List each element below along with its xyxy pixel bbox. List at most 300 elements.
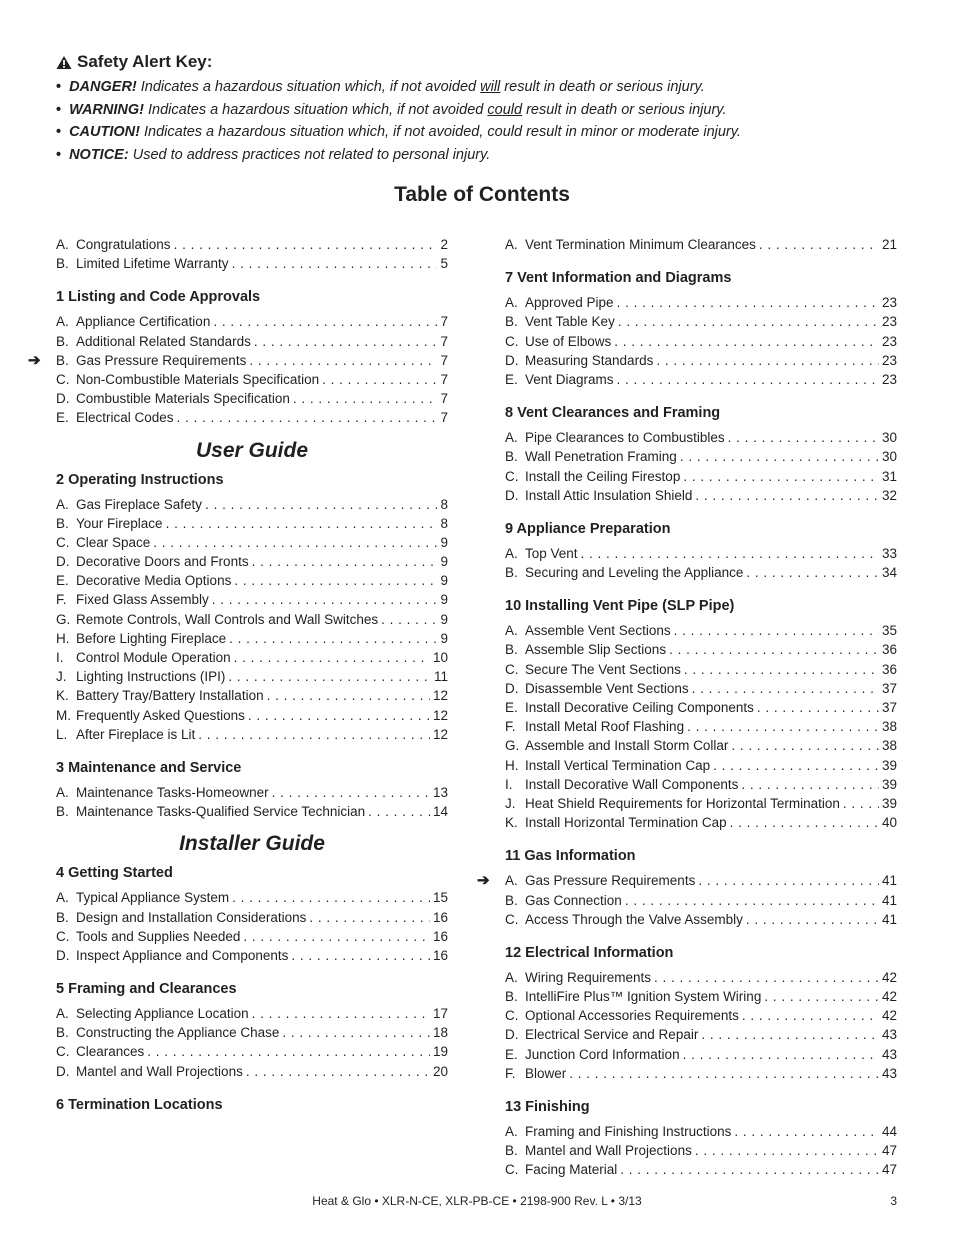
entry-title: Use of Elbows [525, 333, 612, 349]
entry-letter: F. [505, 1065, 516, 1081]
guide-heading: Installer Guide [179, 832, 325, 856]
entry-letter: E. [56, 573, 69, 589]
entry-letter: B. [505, 565, 518, 581]
entry-title: Electrical Service and Repair [525, 1027, 699, 1043]
entry-page-number: 10 [432, 650, 448, 665]
entry-title: After Fireplace is Lit [76, 726, 196, 742]
toc-entry[interactable] [56, 927, 448, 946]
entry-title: Selecting Appliance Location [76, 1006, 249, 1022]
toc-entry[interactable] [505, 1141, 897, 1160]
entry-title: Disassemble Vent Sections [525, 680, 689, 696]
toc-entry[interactable] [56, 590, 448, 609]
entry-letter: A. [505, 295, 518, 311]
toc-entry[interactable] [505, 332, 897, 351]
toc-entry[interactable] [56, 629, 448, 648]
entry-letter: A. [505, 969, 518, 985]
entry-letter: J. [505, 795, 516, 811]
toc-entry[interactable] [505, 563, 897, 582]
entry-page-number: 42 [881, 989, 897, 1005]
entry-title: Control Module Operation [76, 650, 231, 665]
entry-title: Gas Fireplace Safety [76, 496, 203, 512]
entry-letter: A. [505, 623, 518, 639]
dot-leader [248, 706, 430, 725]
dot-leader [229, 629, 437, 648]
entry-title: Mantel and Wall Projections [525, 1143, 692, 1159]
entry-letter: B. [505, 314, 518, 330]
entry-letter: L. [56, 726, 68, 742]
toc-entry[interactable] [56, 1004, 448, 1023]
toc-entry[interactable] [56, 725, 448, 744]
toc-entry[interactable] [505, 235, 897, 254]
entry-page-number: 43 [881, 1065, 897, 1081]
entry-letter: B. [505, 642, 518, 658]
toc-entry[interactable] [56, 235, 448, 254]
entry-letter: B. [56, 515, 69, 531]
toc-entry[interactable] [56, 514, 448, 533]
toc-entry[interactable] [505, 1160, 897, 1179]
entry-page-number: 17 [432, 1006, 448, 1022]
entry-page-number: 32 [881, 487, 897, 503]
footer-text: Heat & Glo • XLR-N-CE, XLR-PB-CE • 2198-900 Rev. L • 3/13 [312, 1194, 642, 1208]
toc-entry[interactable] [56, 389, 448, 408]
entry-page-number: 30 [881, 449, 897, 465]
entry-title: Clearances [76, 1044, 145, 1060]
toc-entry[interactable] [505, 640, 897, 659]
toc-entry[interactable] [505, 1122, 897, 1141]
toc-entry[interactable] [505, 698, 897, 717]
entry-letter: D. [56, 391, 70, 407]
dot-leader [309, 908, 430, 927]
entry-letter: C. [56, 1044, 70, 1060]
entry-page-number: 12 [432, 688, 448, 704]
entry-letter: C. [505, 1162, 519, 1178]
alert-emphasis: could [487, 101, 523, 118]
toc-entry[interactable] [505, 756, 897, 775]
toc-entry[interactable] [56, 783, 448, 802]
entry-letter: C. [56, 534, 70, 550]
entry-page-number: 8 [440, 496, 448, 512]
entry-letter: E. [505, 700, 518, 715]
entry-title: Measuring Standards [525, 352, 654, 368]
alert-text: Indicates a hazardous situation which, if not avoided [136, 79, 481, 95]
entry-letter: M. [56, 707, 71, 723]
toc-entry[interactable] [56, 888, 448, 907]
section-heading: 6 Termination Locations [56, 1096, 223, 1113]
toc-entry[interactable] [505, 813, 897, 832]
dot-leader [614, 332, 879, 351]
entry-letter: F. [505, 719, 516, 735]
section-heading: 2 Operating Instructions [56, 471, 224, 488]
entry-page-number: 34 [881, 565, 897, 581]
entry-title: Lighting Instructions (IPI) [76, 669, 226, 685]
toc-entry[interactable] [505, 987, 897, 1006]
dot-leader [205, 495, 437, 514]
dot-leader [692, 679, 879, 698]
entry-letter: B. [505, 449, 518, 465]
entry-letter: A. [56, 314, 69, 330]
dot-leader [695, 486, 879, 505]
toc-entry[interactable] [56, 706, 448, 725]
toc-entry[interactable] [56, 254, 448, 273]
toc-entry[interactable] [505, 679, 897, 698]
toc-entry[interactable] [505, 467, 897, 486]
toc-entry[interactable] [56, 802, 448, 821]
entry-page-number: 9 [440, 630, 448, 646]
entry-page-number: 42 [881, 1008, 897, 1024]
entry-letter: C. [505, 333, 519, 349]
entry-page-number: 9 [440, 534, 448, 550]
entry-page-number: 37 [881, 700, 897, 715]
entry-title: Facing Material [525, 1162, 618, 1178]
entry-title: Pipe Clearances to Combustibles [525, 430, 725, 446]
dot-leader [746, 563, 879, 582]
section-heading: 8 Vent Clearances and Framing [505, 405, 721, 422]
entry-title: Heat Shield Requirements for Horizontal Termination [525, 795, 840, 811]
entry-letter: B. [56, 909, 69, 925]
safety-heading-text: Safety Alert Key: [77, 52, 213, 71]
entry-page-number: 5 [440, 256, 448, 272]
entry-title: Combustible Materials Specification [76, 391, 290, 407]
entry-letter: E. [56, 410, 69, 426]
entry-title: Frequently Asked Questions [76, 707, 245, 723]
dot-leader [252, 552, 438, 571]
entry-title: Install Vertical Termination Cap [525, 757, 711, 773]
entry-letter: A. [505, 430, 518, 446]
alert-text-end: result in death or serious injury. [522, 101, 727, 118]
entry-letter: A. [505, 545, 518, 561]
entry-page-number: 41 [881, 873, 897, 889]
dot-leader [617, 293, 879, 312]
bullet: • [56, 124, 62, 140]
toc-entry[interactable] [505, 486, 897, 505]
alert-label: WARNING! [69, 101, 144, 118]
entry-page-number: 42 [881, 969, 897, 985]
entry-title: Constructing the Appliance Chase [76, 1025, 280, 1041]
toc-entry[interactable] [56, 571, 448, 590]
toc-entry[interactable] [505, 1064, 897, 1083]
toc-entry[interactable] [56, 686, 448, 705]
entry-page-number: 23 [881, 371, 897, 387]
entry-letter: K. [56, 688, 69, 704]
entry-title: Assemble Vent Sections [525, 623, 671, 639]
dot-leader [674, 621, 879, 640]
entry-letter: H. [505, 757, 519, 773]
safety-alert-key [56, 52, 916, 169]
dot-leader [695, 1141, 879, 1160]
section-heading: 12 Electrical Information [505, 944, 674, 961]
entry-page-number: 35 [881, 623, 897, 639]
section-heading: 9 Appliance Preparation [505, 520, 671, 537]
toc-entry[interactable] [56, 648, 448, 667]
dot-leader [683, 467, 879, 486]
dot-leader [757, 698, 879, 717]
toc-entry[interactable] [477, 871, 897, 890]
dot-leader [731, 736, 879, 755]
entry-letter: A. [56, 784, 69, 800]
entry-title: Wall Penetration Framing [525, 449, 677, 465]
entry-page-number: 37 [881, 680, 897, 696]
entry-title: Design and Installation Considerations [76, 909, 307, 925]
section-heading: 7 Vent Information and Diagrams [505, 270, 732, 287]
entry-page-number: 39 [881, 795, 897, 811]
toc-entry[interactable] [505, 968, 897, 987]
dot-leader [293, 389, 438, 408]
toc-entry[interactable] [505, 370, 897, 389]
entry-page-number: 16 [432, 909, 448, 925]
dot-leader [153, 533, 437, 552]
toc-entry[interactable] [56, 332, 448, 351]
toc-entry[interactable] [56, 1062, 448, 1081]
toc-entry[interactable] [505, 736, 897, 755]
section-heading: 10 Installing Vent Pipe (SLP Pipe) [505, 598, 735, 615]
alert-label: NOTICE: [69, 146, 129, 163]
entry-letter: C. [56, 928, 70, 944]
entry-letter: K. [505, 815, 518, 831]
toc-entry[interactable] [505, 428, 897, 447]
toc-entry[interactable] [505, 794, 897, 813]
entry-title: Clear Space [76, 534, 151, 550]
entry-page-number: 9 [440, 573, 448, 589]
entry-page-number: 23 [881, 333, 897, 349]
entry-page-number: 2 [440, 237, 448, 252]
alert-line [56, 124, 916, 140]
toc-entry[interactable] [56, 946, 448, 965]
alert-list [56, 79, 916, 163]
entry-page-number: 8 [440, 515, 448, 531]
dot-leader [252, 1004, 430, 1023]
dot-leader [656, 351, 879, 370]
entry-letter: D. [505, 352, 519, 368]
entry-letter: A. [505, 1124, 518, 1139]
page-title: Table of Contents [394, 183, 570, 206]
entry-title: Decorative Media Options [76, 573, 232, 589]
dot-leader [618, 312, 879, 331]
toc-entry[interactable] [505, 544, 897, 563]
entry-title: Blower [525, 1065, 567, 1081]
entry-page-number: 9 [440, 611, 448, 627]
entry-letter: B. [56, 352, 69, 368]
entry-letter: D. [505, 487, 519, 503]
toc-entry[interactable] [505, 1006, 897, 1025]
dot-leader [746, 910, 879, 929]
toc-entry[interactable] [505, 351, 897, 370]
entry-letter: D. [56, 947, 70, 963]
entry-page-number: 39 [881, 757, 897, 773]
toc-entry[interactable] [505, 660, 897, 679]
dot-leader [234, 571, 437, 590]
dot-leader [654, 968, 879, 987]
entry-page-number: 14 [432, 804, 448, 820]
dot-leader [232, 254, 438, 273]
entry-page-number: 16 [432, 928, 448, 944]
toc-entry[interactable] [56, 1042, 448, 1061]
entry-letter: D. [56, 1063, 70, 1079]
toc-entry[interactable] [505, 891, 897, 910]
alert-line [56, 102, 916, 118]
entry-page-number: 31 [881, 468, 897, 484]
alert-emphasis: will [480, 79, 501, 95]
dot-leader [228, 667, 431, 686]
entry-letter: C. [505, 468, 519, 484]
dot-leader [177, 408, 438, 427]
entry-page-number: 15 [432, 890, 448, 906]
entry-page-number: 36 [881, 661, 897, 677]
toc-entry[interactable] [505, 775, 897, 794]
entry-title: Install Horizontal Termination Cap [525, 815, 727, 831]
dot-leader [243, 927, 430, 946]
alert-line [56, 147, 916, 163]
toc-entry[interactable] [56, 495, 448, 514]
dot-leader [147, 1042, 430, 1061]
entry-letter: D. [505, 680, 519, 696]
dot-leader [701, 1025, 879, 1044]
entry-page-number: 20 [432, 1063, 448, 1079]
entry-page-number: 43 [881, 1046, 897, 1062]
dot-leader [741, 775, 879, 794]
toc-entry[interactable] [56, 312, 448, 331]
toc-entry[interactable] [505, 447, 897, 466]
entry-page-number: 30 [881, 430, 897, 446]
entry-letter: E. [505, 1046, 518, 1062]
dot-leader [254, 332, 438, 351]
entry-title: Gas Pressure Requirements [76, 352, 247, 368]
dot-leader [267, 686, 430, 705]
entry-page-number: 7 [440, 410, 448, 426]
toc-entry[interactable] [56, 610, 448, 629]
bullet: • [56, 79, 62, 95]
section-heading: 4 Getting Started [56, 865, 173, 882]
toc-entry[interactable] [56, 908, 448, 927]
toc-entry[interactable] [505, 1025, 897, 1044]
entry-title: Framing and Finishing Instructions [525, 1124, 732, 1139]
entry-letter: B. [56, 804, 69, 820]
entry-title: Battery Tray/Battery Installation [76, 688, 264, 704]
entry-letter: B. [56, 1025, 69, 1041]
toc-entry[interactable] [56, 667, 448, 686]
entry-letter: I. [56, 650, 64, 665]
entry-title: Gas Connection [525, 892, 622, 908]
toc-entry[interactable] [505, 910, 897, 929]
entry-page-number: 44 [881, 1124, 897, 1139]
bullet: • [56, 101, 62, 118]
dot-leader [174, 235, 438, 254]
section-heading: 1 Listing and Code Approvals [56, 289, 261, 306]
entry-letter: C. [505, 911, 519, 927]
alert-line [56, 79, 916, 95]
entry-title: Assemble Slip Sections [525, 642, 667, 658]
dot-leader [764, 987, 879, 1006]
toc-column-left [28, 235, 448, 1120]
toc-entry[interactable] [505, 717, 897, 736]
entry-title: Optional Accessories Requirements [525, 1008, 739, 1024]
toc-entry[interactable] [505, 1045, 897, 1064]
entry-letter: I. [505, 776, 513, 792]
entry-title: IntelliFire Plus™ Ignition System Wiring [525, 989, 762, 1005]
toc-entry[interactable] [505, 293, 897, 312]
entry-title: Tools and Supplies Needed [76, 928, 241, 944]
dot-leader [213, 312, 437, 331]
dot-leader [166, 514, 438, 533]
entry-page-number: 36 [881, 642, 897, 658]
dot-leader [680, 447, 879, 466]
dot-leader [683, 1045, 879, 1064]
entry-title: Assemble and Install Storm Collar [525, 738, 729, 754]
entry-page-number: 47 [881, 1143, 897, 1159]
entry-page-number: 38 [881, 719, 897, 735]
warning-triangle-icon [56, 55, 72, 70]
arrow-right-icon: ➔ [28, 351, 41, 369]
entry-title: Access Through the Valve Assembly [525, 911, 743, 927]
entry-title: Install Attic Insulation Shield [525, 487, 693, 503]
entry-page-number: 38 [881, 738, 897, 754]
entry-title: Securing and Leveling the Appliance [525, 565, 744, 581]
dot-leader [368, 802, 430, 821]
entry-title: Your Fireplace [76, 515, 163, 531]
toc-entry[interactable] [56, 408, 448, 427]
entry-page-number: 47 [881, 1162, 897, 1178]
entry-letter: G. [56, 611, 71, 627]
toc-entry[interactable] [28, 351, 448, 370]
entry-title: Limited Lifetime Warranty [76, 256, 229, 272]
entry-title: Vent Termination Minimum Clearances [525, 237, 756, 252]
toc-entry[interactable] [56, 552, 448, 571]
alert-text: Indicates a hazardous situation which, if not avoided, could result in minor or moderate injury. [139, 124, 741, 140]
entry-title: Vent Diagrams [525, 371, 614, 387]
toc-entry[interactable] [505, 312, 897, 331]
dot-leader [272, 783, 430, 802]
entry-letter: C. [56, 371, 70, 387]
entry-title: Inspect Appliance and Components [76, 947, 289, 963]
entry-title: Congratulations [76, 237, 171, 252]
dot-leader [730, 813, 879, 832]
entry-page-number: 18 [432, 1025, 448, 1041]
dot-leader [282, 1023, 430, 1042]
toc-entry[interactable] [56, 1023, 448, 1042]
dot-leader [728, 428, 879, 447]
dot-leader [617, 370, 879, 389]
dot-leader [742, 1006, 879, 1025]
entry-letter: G. [505, 738, 520, 754]
toc-entry[interactable] [56, 370, 448, 389]
entry-letter: A. [56, 237, 69, 252]
dot-leader [232, 888, 430, 907]
toc-entry[interactable] [56, 533, 448, 552]
dot-leader [684, 660, 879, 679]
entry-letter: F. [56, 592, 67, 608]
entry-title: Maintenance Tasks-Homeowner [76, 784, 269, 800]
entry-title: Install the Ceiling Firestop [525, 468, 681, 484]
entry-title: Mantel and Wall Projections [76, 1063, 243, 1079]
dot-leader [698, 871, 879, 890]
entry-title: Electrical Codes [76, 410, 174, 426]
section-heading: 5 Framing and Clearances [56, 981, 237, 998]
toc-entry[interactable] [505, 621, 897, 640]
entry-page-number: 43 [881, 1027, 897, 1043]
dot-leader [669, 640, 879, 659]
entry-title: Typical Appliance System [76, 890, 230, 906]
section-heading: 11 Gas Information [505, 848, 636, 865]
entry-letter: B. [56, 333, 69, 349]
entry-title: Secure The Vent Sections [525, 661, 681, 677]
alert-label: CAUTION! [69, 124, 140, 140]
entry-page-number: 33 [881, 545, 897, 561]
entry-page-number: 7 [440, 333, 448, 349]
entry-letter: E. [505, 371, 518, 387]
entry-letter: B. [505, 892, 518, 908]
entry-page-number: 7 [440, 352, 448, 368]
safety-heading [56, 52, 916, 72]
alert-text-end: result in death or serious injury. [500, 79, 705, 95]
